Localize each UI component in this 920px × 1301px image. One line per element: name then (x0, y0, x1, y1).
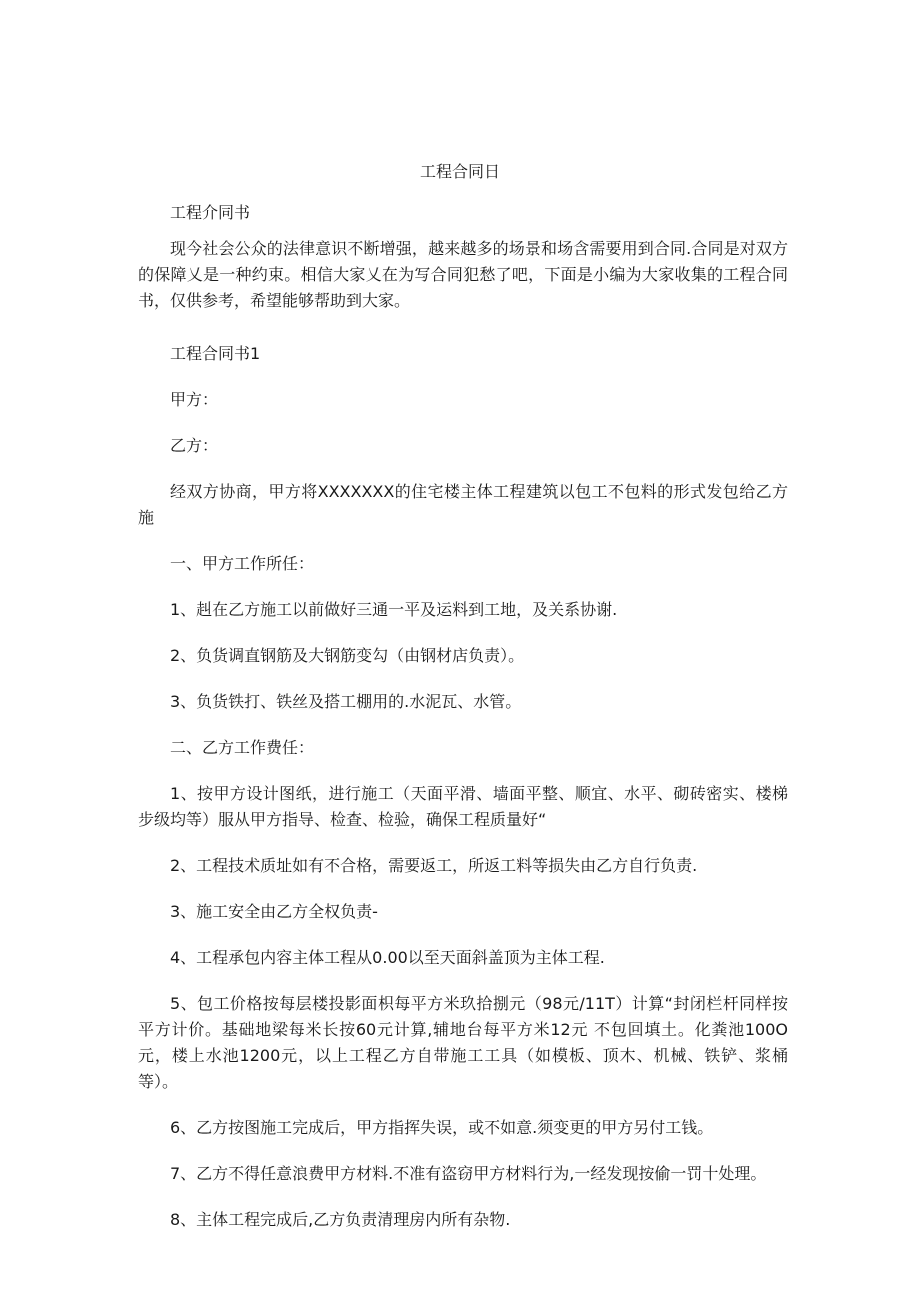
agreement-paragraph: 经双方协商，甲方将XXXXXXX的住宅楼主体工程建筑以包工不包料的形式发包给乙方施 (138, 482, 788, 527)
section-a-item: 1、赳在乙方施工以前做好三通一平及运料到工地，及关系协谢. (170, 600, 618, 619)
document-title: 工程合同日 (419, 162, 500, 181)
section-b-item: 2、工程技术质址如有不合格，需要返工，所返工料等损失由乙方自行负责. (170, 856, 698, 875)
section-b-item: 8、主体工程完成后,乙方负责清理房内所有杂物. (170, 1210, 511, 1229)
party-a: 甲方： (170, 390, 219, 409)
document-body (138, 200, 788, 1233)
section-b-item: 6、乙方按图施工完成后，甲方指挥失误，或不如意.须变更的甲方另付工钱。 (170, 1118, 714, 1137)
section-b-item: 7、乙方不得任意浪费甲方材料.不准有盗窃甲方材料行为,一经发现按偷一罚十处理。 (170, 1164, 767, 1183)
section-a-item: 2、负货调直钢筋及大钢筋变勾（由钢材店负责）。 (170, 646, 525, 665)
section-b-item: 4、工程承包内容主体工程从0.00以至天面斜盖顶为主体工程. (170, 948, 605, 967)
section-b-item: 5、包工价格按每层楼投影面枳每平方米玖拾捌元（98元/11T）计算“封闭栏杆同样按平方计价。基础地梁每米长按60元计算,辅地台每平方米12元 不包回填土。化粪池100O元，楼上水池1200元，以上工程乙方自带施工工具（如模板、顶木、机械、铁铲、浆桶等）。 (138, 994, 788, 1091)
subtitle: 工程介同书 (170, 203, 251, 222)
section-b-item: 3、施工安全由乙方全权负责- (170, 902, 378, 921)
section-b-item: 1、按甲方设计图纸，进行施工（天面平滑、墙面平整、顺宜、水平、砌砖密实、楼梯步级均等）服从甲方指导、检查、检验，确保工程质量好“ (138, 784, 788, 829)
intro-paragraph: 现今社会公众的法律意识不断增强，越来越多的场景和场含需要用到合同.合同是对双方的保障乂是一种约束。相信大家乂在为写合同犯愁了吧，下面是小编为大家收集的工程合同书，仅供参考，希望能够帮助到大家。 (138, 239, 788, 310)
contract-heading: 工程合同书1 (170, 344, 261, 363)
section-a-heading: 一、甲方工作所任： (170, 554, 315, 573)
section-b-heading: 二、乙方工作费任： (170, 738, 315, 757)
section-a-item: 3、负货铁打、铁丝及搭工棚用的.水泥瓦、水管。 (170, 692, 522, 711)
party-b: 乙方： (170, 436, 219, 455)
